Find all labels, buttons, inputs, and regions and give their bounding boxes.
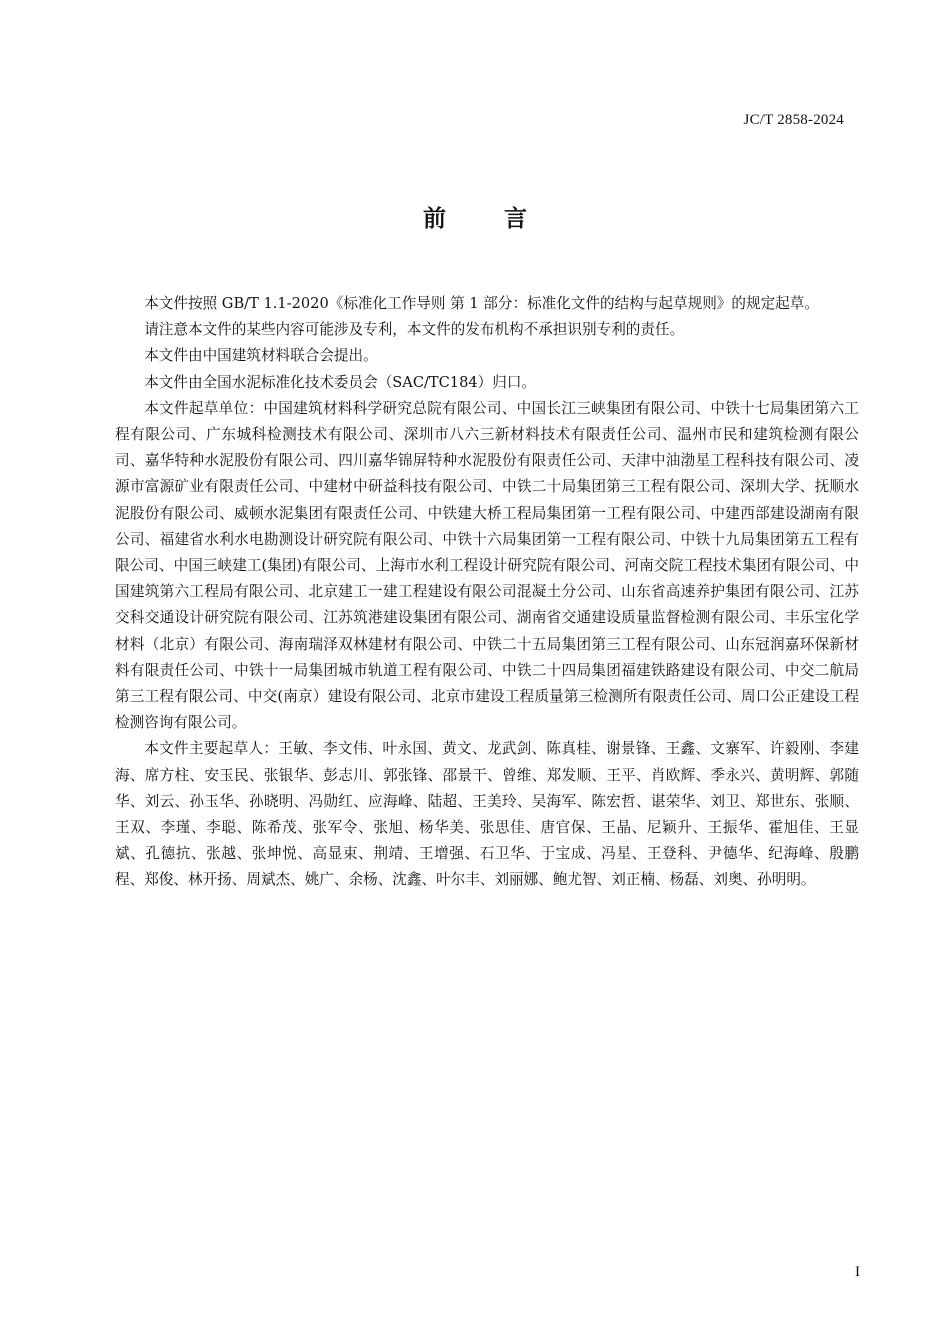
paragraph-proposed-by: 本文件由中国建筑材料联合会提出。: [144, 347, 378, 365]
page-number: I: [855, 1264, 860, 1280]
page-title: 前言: [423, 206, 585, 232]
paragraph-drafting-rules: 本文件按照 GB/T 1.1-2020《标准化工作导则 第 1 部分：标准化文件的结构与起草规则》的规定起草。: [144, 295, 819, 312]
paragraph-main-drafters: 本文件主要起草人：王敏、李文伟、叶永国、黄文、龙武剑、陈真桂、谢景锋、王鑫、文寨军、许毅刚、李建海、席方柱、安玉民、张银华、彭志川、郭张锋、邵景干、曾维、郑发顺、王平、肖欧辉、季永兴、黄明辉、郭随华、刘云、孙玉华、孙晓明、冯勋红、应海峰、陆超、王美玲、吴海军、陈宏哲、谌荣华、刘卫、郑世东、张顺、王双、李瑾、李聪、陈希茂、张军令、张旭、杨华美、张思佳、唐官保、王晶、尼颖升、王振华、霍旭佳、王显斌、孔德抗、张越、张坤悦、高显束、荆靖、王增强、石卫华、于宝成、冯星、王登科、尹德华、纪海峰、殷鹏程、郑俊、林开扬、周斌杰、姚广、余杨、沈鑫、叶尔丰、刘丽娜、鲍尤智、刘正楠、杨磊、刘奥、孙明明。: [115, 740, 859, 889]
paragraph-under-jurisdiction: 本文件由全国水泥标准化技术委员会（SAC/TC184）归口。: [144, 373, 537, 391]
paragraph-patent-notice: 请注意本文件的某些内容可能涉及专利，本文件的发布机构不承担识别专利的责任。: [144, 321, 685, 339]
document-code: JC/T 2858-2024: [743, 112, 844, 128]
paragraph-drafting-units: 本文件起草单位：中国建筑材料科学研究总院有限公司、中国长江三峡集团有限公司、中铁十七局集团第六工程有限公司、广东城科检测技术有限公司、深圳市八六三新材料技术有限责任公司、温州市民和建筑检测有限公司、嘉华特种水泥股份有限公司、四川嘉华锦屏特种水泥股份有限责任公司、天津中油渤星工程科技有限公司、凌源市富源矿业有限责任公司、中建材中研益科技有限公司、中铁二十局集团第三工程有限公司、深圳大学、抚顺水泥股份有限公司、威顿水泥集团有限责任公司、中铁建大桥工程局集团第一工程有限公司、中建西部建设湖南有限公司、福建省水利水电勘测设计研究院有限公司、中铁十六局集团第一工程有限公司、中铁十九局集团第五工程有限公司、中国三峡建工(集团)有限公司、上海市水利工程设计研究院有限公司、河南交院工程技术集团有限公司、中国建筑第六工程局有限公司、北京建工一建工程建设有限公司混凝土分公司、山东省高速养护集团有限公司、江苏交科交通设计研究院有限公司、江苏筑港建设集团有限公司、湖南省交通建设质量监督检测有限公司、丰乐宝化学材料（北京）有限公司、海南瑞泽双林建材有限公司、中铁二十五局集团第三工程有限公司、山东冠润嘉环保新材料有限责任公司、中铁十一局集团城市轨道工程有限公司、中铁二十四局集团福建铁路建设有限公司、中交二航局第三工程有限公司、中交(南京）建设有限公司、北京市建设工程质量第三检测所有限责任公司、周口公正建设工程检测咨询有限公司。: [115, 399, 859, 732]
foreword-body: [115, 291, 859, 894]
